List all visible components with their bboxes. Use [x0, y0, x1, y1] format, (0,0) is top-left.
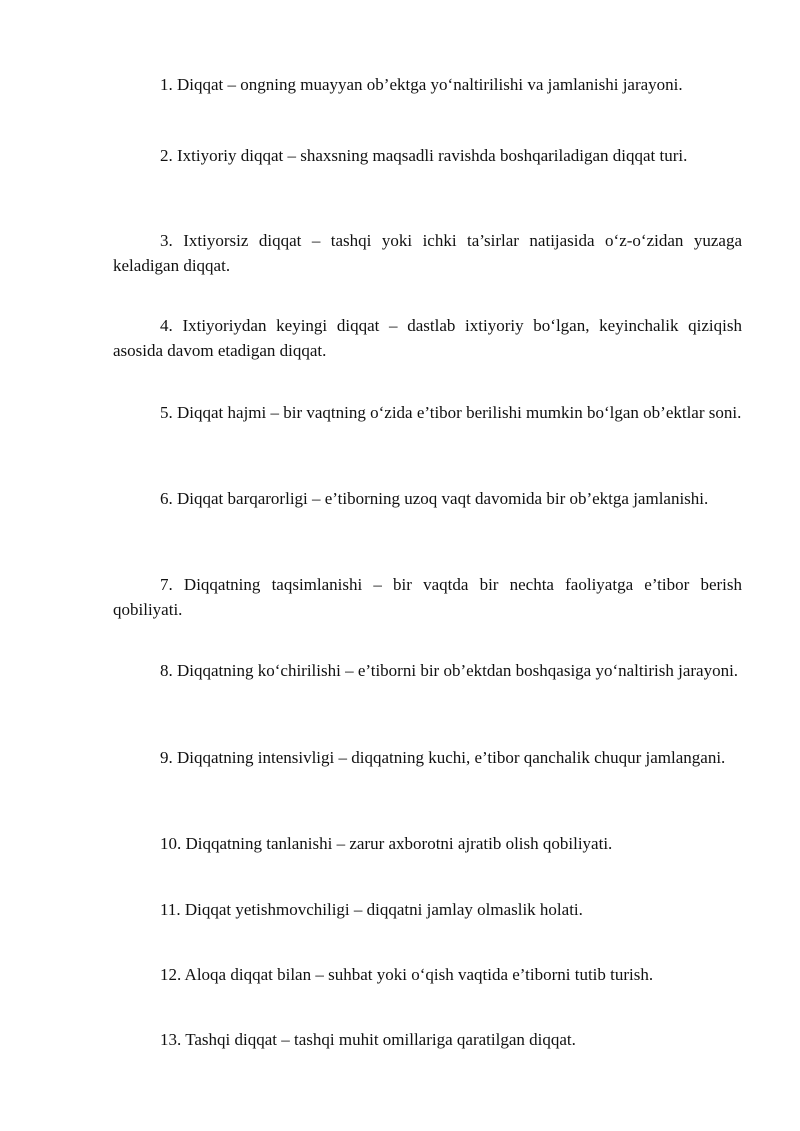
list-item-8: 8. Diqqatning ko‘chirilishi – e’tiborni bir ob’ektdan boshqasiga yo‘naltirish jarayoni. — [160, 661, 739, 680]
list-item-3: 3. Ixtiyorsiz diqqat – tashqi yoki ichki ta’sirlar natijasida o‘z-o‘zidan yuzaga keladigan diqqat. — [113, 231, 742, 275]
list-item-9: 9. Diqqatning intensivligi – diqqatning kuchi, e’tibor qanchalik chuqur jamlangani. — [160, 748, 726, 767]
list-item-7: 7. Diqqatning taqsimlanishi – bir vaqtda bir nechta faoliyatga e’tibor berish qobiliyati. — [113, 575, 742, 619]
list-item-11: 11. Diqqat yetishmovchiligi – diqqatni jamlay olmaslik holati. — [160, 900, 583, 919]
list-item-13: 13. Tashqi diqqat – tashqi muhit omillariga qaratilgan diqqat. — [160, 1030, 576, 1049]
list-item-1: 1. Diqqat – ongning muayyan ob’ektga yo‘naltirilishi va jamlanishi jarayoni. — [160, 75, 683, 94]
list-item-10: 10. Diqqatning tanlanishi – zarur axborotni ajratib olish qobiliyati. — [160, 834, 613, 853]
list-item-5: 5. Diqqat hajmi – bir vaqtning o‘zida e’tibor berilishi mumkin bo‘lgan ob’ektlar soni. — [160, 403, 742, 422]
list-item-6: 6. Diqqat barqarorligi – e’tiborning uzoq vaqt davomida bir ob’ektga jamlanishi. — [160, 489, 709, 508]
list-item-12: 12. Aloqa diqqat bilan – suhbat yoki o‘qish vaqtida e’tiborni tutib turish. — [160, 965, 654, 984]
list-item-2: 2. Ixtiyoriy diqqat – shaxsning maqsadli ravishda boshqariladigan diqqat turi. — [160, 146, 688, 165]
list-item-4: 4. Ixtiyoriydan keyingi diqqat – dastlab ixtiyoriy bo‘lgan, keyinchalik qiziqish asosida davom etadigan diqqat. — [113, 316, 742, 360]
